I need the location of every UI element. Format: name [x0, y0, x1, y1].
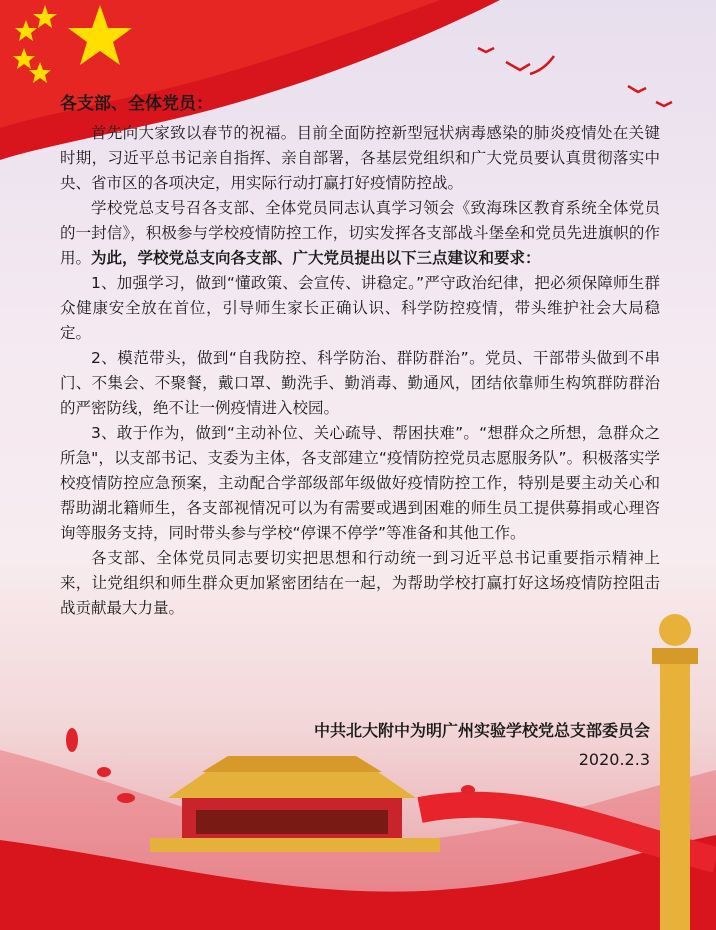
paragraph: 学校党总支号召各支部、全体党员同志认真学习领会《致海珠区教育系统全体党员的一封信》，积极参与学校疫情防控工作，切实发挥各支部战斗堡垒和党员先进旗帜的作用。为此，学校党总支向各支部、广大党员提出以下三点建议和要求：: [60, 199, 660, 267]
letter-body: [60, 92, 660, 621]
signature: 中共北大附中为明广州实验学校党总支部委员会: [313, 721, 650, 740]
paragraph: 首先向大家致以春节的祝福。目前全面防控新型冠状病毒感染的肺炎疫情处在关键时期，习近平总书记亲自指挥、亲自部署，各基层党组织和广大党员要认真贯彻落实中央、省市区的各项决定，用实际行动打赢打好疫情防控战。: [60, 124, 660, 192]
palace-icon: [150, 756, 440, 852]
paragraph-bold-text: 为此，学校党总支向各支部、广大党员提出以下三点建议和要求：: [91, 249, 541, 267]
paragraph: 各支部、全体党员同志要切实把思想和行动统一到习近平总书记重要指示精神上来，让党组织和师生群众更加紧密团结在一起，为帮助学校打赢打好这场疫情防控阻击战贡献最大力量。: [60, 549, 660, 617]
letter-greeting: 各支部、全体党员：: [60, 94, 213, 114]
paragraph: 2、模范带头，做到“自我防控、科学防治、群防群治”。党员、干部带头做到不串门、不集会、不聚餐，戴口罩、勤洗手、勤消毒、勤通风，团结依靠师生构筑群防群治的严密防线，绝不让一例疫情进入校园。: [60, 349, 660, 417]
paragraph: 3、敢于作为，做到“主动补位、关心疏导、帮困扶难”。“想群众之所想，急群众之所急"，以支部书记、支委为主体，各支部建立“疫情防控党员志愿服务队”。积极落实学校疫情防控应急预案，主动配合学部级部年级做好疫情防控工作，特别是要主动关心和帮助湖北籍师生，各支部视情况可以为有需要或遇到困难的师生员工提供募捐或心理咨询等服务支持，同时带头参与学校“停课不停学”等准备和其他工作。: [60, 424, 660, 542]
paragraph: 1、加强学习，做到“懂政策、会宣传、讲稳定。”严守政治纪律，把必须保障师生群众健康安全放在首位，引导师生家长正确认识、科学防控疫情，带头维护社会大局稳定。: [60, 274, 660, 342]
signature-date: 2020.2.3: [578, 750, 650, 769]
